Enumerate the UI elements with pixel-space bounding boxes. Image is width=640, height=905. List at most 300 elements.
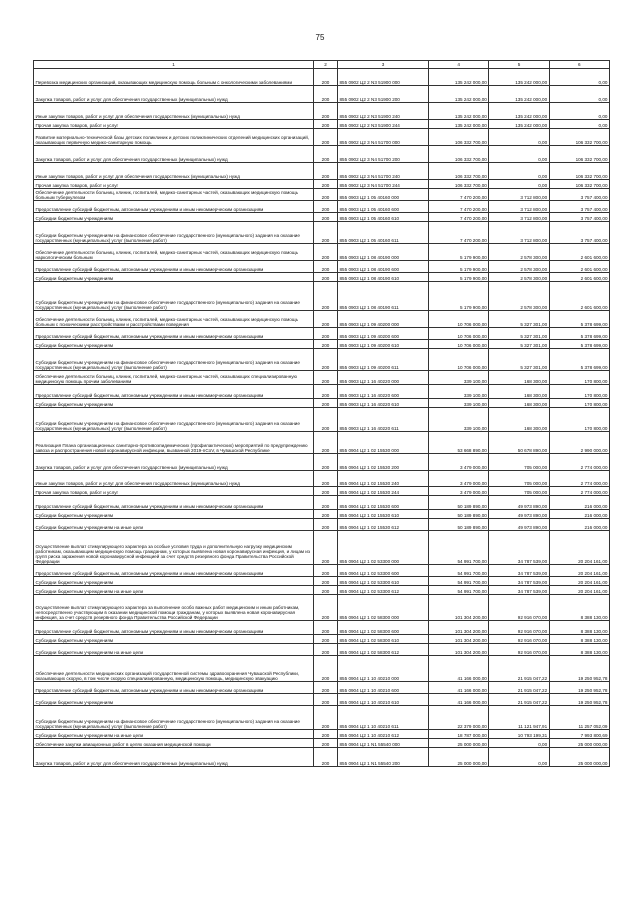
row-amount-total: 54 991 700,00 bbox=[429, 565, 489, 577]
row-amount-total: 339 100,00 bbox=[429, 371, 489, 385]
row-code-gr: 200 bbox=[314, 510, 338, 519]
table-row bbox=[34, 730, 610, 739]
row-amount-third: 2 601 600,00 bbox=[549, 261, 609, 273]
row-amount-second: 2 578 300,00 bbox=[489, 244, 549, 261]
row-amount-third: 20 204 161,00 bbox=[549, 565, 609, 577]
row-code-gr: 200 bbox=[314, 454, 338, 471]
budget-table bbox=[33, 60, 610, 767]
row-amount-third: 216 000,00 bbox=[549, 510, 609, 519]
table-row bbox=[34, 621, 610, 635]
row-amount-total: 3 479 000,00 bbox=[429, 454, 489, 471]
row-name: Субсидии бюджетным учреждениям bbox=[34, 577, 314, 586]
row-code-gr: 200 bbox=[314, 328, 338, 340]
row-budget-code: 855 0904 Ц2 1 02 15530 244 bbox=[338, 487, 429, 496]
row-amount-total: 135 242 000,00 bbox=[429, 103, 489, 120]
row-amount-third: 8 388 130,00 bbox=[549, 621, 609, 635]
row-code-gr: 200 bbox=[314, 399, 338, 408]
table-row bbox=[34, 454, 610, 471]
row-amount-third: 25 000 000,00 bbox=[549, 748, 609, 767]
table-row bbox=[34, 531, 610, 565]
row-amount-third: 19 250 952,78 bbox=[549, 682, 609, 694]
row-amount-second: 5 327 301,00 bbox=[489, 311, 549, 328]
row-amount-total: 5 179 900,00 bbox=[429, 273, 489, 282]
row-amount-third: 2 990 000,00 bbox=[549, 432, 609, 454]
row-name: Предоставление субсидий бюджетным, автономным учреждениям и иным некоммерческим организациям bbox=[34, 496, 314, 510]
row-amount-third: 20 204 161,00 bbox=[549, 531, 609, 565]
row-budget-code: 855 0904 Ц2 1 02 58300 600 bbox=[338, 621, 429, 635]
row-budget-code: 855 0903 Ц2 1 05 40160 611 bbox=[338, 222, 429, 244]
row-budget-code: 855 0902 Ц2 2 N3 51900 200 bbox=[338, 86, 429, 103]
row-name: Субсидии бюджетным учреждениям на финансовое обеспечение государственного (муниципального) задания на оказание государственных (муниципальных) услуг (выполнение работ) bbox=[34, 282, 314, 311]
row-amount-second: 135 242 000,00 bbox=[489, 120, 549, 129]
row-amount-third: 3 757 400,00 bbox=[549, 213, 609, 222]
row-code-gr: 200 bbox=[314, 595, 338, 621]
table-row bbox=[34, 432, 610, 454]
table-row bbox=[34, 656, 610, 682]
row-code-gr: 200 bbox=[314, 261, 338, 273]
row-code-gr: 200 bbox=[314, 432, 338, 454]
row-amount-total: 5 179 900,00 bbox=[429, 261, 489, 273]
row-code-gr: 200 bbox=[314, 213, 338, 222]
row-amount-third: 106 332 700,00 bbox=[549, 129, 609, 146]
row-name: Иные закупки товаров, работ и услуг для обеспечения государственных (муниципальных) нужд bbox=[34, 103, 314, 120]
table-row bbox=[34, 399, 610, 408]
table-row bbox=[34, 103, 610, 120]
row-amount-total: 135 242 000,00 bbox=[429, 69, 489, 86]
row-amount-second: 135 242 000,00 bbox=[489, 103, 549, 120]
table-row bbox=[34, 340, 610, 349]
row-code-gr: 200 bbox=[314, 694, 338, 706]
table-row bbox=[34, 706, 610, 730]
table-row bbox=[34, 565, 610, 577]
row-amount-second: 92 916 070,00 bbox=[489, 595, 549, 621]
row-name: Субсидии бюджетным учреждениям на финансовое обеспечение государственного (муниципального) задания на оказание государственных (муниципальных) услуг (выполнение работ) bbox=[34, 349, 314, 371]
row-budget-code: 855 0903 Ц2 1 09 40200 600 bbox=[338, 328, 429, 340]
row-amount-third: 8 388 130,00 bbox=[549, 595, 609, 621]
table-row bbox=[34, 261, 610, 273]
row-amount-second: 34 787 539,00 bbox=[489, 531, 549, 565]
row-amount-total: 54 991 700,00 bbox=[429, 577, 489, 586]
row-budget-code: 855 0904 Ц2 1 10 40210 600 bbox=[338, 682, 429, 694]
row-amount-total: 5 179 900,00 bbox=[429, 282, 489, 311]
row-code-gr: 200 bbox=[314, 519, 338, 531]
table-row bbox=[34, 244, 610, 261]
row-budget-code: 855 0902 Ц2 3 N4 51700 240 bbox=[338, 163, 429, 180]
row-name: Предоставление субсидий бюджетным, автономным учреждениям и иным некоммерческим организациям bbox=[34, 565, 314, 577]
row-amount-second: 0,00 bbox=[489, 739, 549, 748]
row-amount-third: 2 601 600,00 bbox=[549, 273, 609, 282]
row-amount-total: 50 189 890,00 bbox=[429, 496, 489, 510]
row-amount-second: 135 242 000,00 bbox=[489, 69, 549, 86]
table-row bbox=[34, 146, 610, 163]
row-amount-second: 34 787 539,00 bbox=[489, 586, 549, 595]
row-code-gr: 200 bbox=[314, 577, 338, 586]
row-name: Реализация Плана организационных санитарно-противоэпидемических (профилактических) мероприятий по предупреждению завоза и распространения новой коронавирусной инфекции, вызванной 2019-nCoV, в Чувашской Республике bbox=[34, 432, 314, 454]
row-amount-total: 339 100,00 bbox=[429, 399, 489, 408]
table-row bbox=[34, 69, 610, 86]
row-amount-third: 106 332 700,00 bbox=[549, 146, 609, 163]
row-code-gr: 200 bbox=[314, 565, 338, 577]
row-code-gr: 200 bbox=[314, 748, 338, 767]
row-amount-third: 170 800,00 bbox=[549, 408, 609, 432]
row-amount-second: 34 787 539,00 bbox=[489, 565, 549, 577]
row-amount-second: 168 300,00 bbox=[489, 408, 549, 432]
row-name: Субсидии бюджетным учреждениям на иные цели bbox=[34, 730, 314, 739]
row-name: Субсидии бюджетным учреждениям на финансовое обеспечение государственного (муниципального) задания на оказание государственных (муниципальных) услуг (выполнение работ) bbox=[34, 408, 314, 432]
row-name: Закупка товаров, работ и услуг для обеспечения государственных (муниципальных) нужд bbox=[34, 146, 314, 163]
row-name: Закупка товаров, работ и услуг для обеспечения государственных (муниципальных) нужд bbox=[34, 748, 314, 767]
row-amount-second: 135 242 000,00 bbox=[489, 86, 549, 103]
row-amount-total: 25 000 000,00 bbox=[429, 748, 489, 767]
row-amount-third: 216 000,00 bbox=[549, 496, 609, 510]
row-code-gr: 200 bbox=[314, 471, 338, 487]
row-code-gr: 200 bbox=[314, 531, 338, 565]
row-code-gr: 200 bbox=[314, 222, 338, 244]
row-amount-total: 106 332 700,00 bbox=[429, 129, 489, 146]
row-code-gr: 200 bbox=[314, 103, 338, 120]
table-row bbox=[34, 120, 610, 129]
row-budget-code: 855 0904 Ц2 1 02 53300 610 bbox=[338, 577, 429, 586]
row-amount-second: 34 787 539,00 bbox=[489, 577, 549, 586]
row-amount-second: 0,00 bbox=[489, 180, 549, 189]
table-row bbox=[34, 328, 610, 340]
row-amount-total: 10 706 000,00 bbox=[429, 328, 489, 340]
row-amount-third: 106 332 700,00 bbox=[549, 180, 609, 189]
table-row bbox=[34, 201, 610, 213]
row-name: Перевозка медицинских организаций, оказывающих медицинскую помощь больным с онкологическими заболеваниями bbox=[34, 69, 314, 86]
row-amount-total: 18 787 000,00 bbox=[429, 730, 489, 739]
row-name: Прочая закупка товаров, работ и услуг bbox=[34, 180, 314, 189]
row-name: Субсидии бюджетным учреждениям на иные цели bbox=[34, 519, 314, 531]
row-code-gr: 200 bbox=[314, 244, 338, 261]
row-name: Субсидии бюджетным учреждениям bbox=[34, 635, 314, 644]
row-name: Обеспечение деятельности больниц, клиник, госпиталей, медико-санитарных частей, оказывающих медицинскую помощь больным туберкулезом bbox=[34, 189, 314, 201]
row-amount-total: 101 304 200,00 bbox=[429, 621, 489, 635]
row-amount-third: 19 250 952,78 bbox=[549, 694, 609, 706]
row-amount-second: 3 712 800,00 bbox=[489, 189, 549, 201]
row-amount-third: 170 800,00 bbox=[549, 385, 609, 399]
row-code-gr: 200 bbox=[314, 621, 338, 635]
row-amount-third: 170 800,00 bbox=[549, 399, 609, 408]
row-name: Развитие материально-технической базы детских поликлиник и детских поликлинических отделений медицинских организаций, оказывающих первичную медико-санитарную помощь bbox=[34, 129, 314, 146]
row-code-gr: 200 bbox=[314, 129, 338, 146]
row-amount-second: 0,00 bbox=[489, 129, 549, 146]
row-budget-code: 855 0904 Ц2 1 02 15530 200 bbox=[338, 454, 429, 471]
budget-table-body bbox=[34, 61, 610, 767]
row-name: Прочая закупка товаров, работ и услуг bbox=[34, 120, 314, 129]
row-amount-total: 41 166 000,00 bbox=[429, 694, 489, 706]
col-header-5: 5 bbox=[489, 61, 549, 69]
row-amount-total: 339 100,00 bbox=[429, 408, 489, 432]
row-amount-third: 2 601 600,00 bbox=[549, 282, 609, 311]
row-name: Прочая закупка товаров, работ и услуг bbox=[34, 487, 314, 496]
row-budget-code: 855 0903 Ц2 1 09 40200 610 bbox=[338, 340, 429, 349]
row-amount-second: 21 915 047,22 bbox=[489, 694, 549, 706]
col-header-3: 3 bbox=[338, 61, 429, 69]
row-amount-total: 7 470 200,00 bbox=[429, 189, 489, 201]
row-amount-third: 3 757 400,00 bbox=[549, 189, 609, 201]
table-row bbox=[34, 694, 610, 706]
row-name: Предоставление субсидий бюджетным, автономным учреждениям и иным некоммерческим организациям bbox=[34, 261, 314, 273]
row-code-gr: 200 bbox=[314, 656, 338, 682]
row-code-gr: 200 bbox=[314, 349, 338, 371]
row-amount-second: 92 916 070,00 bbox=[489, 644, 549, 656]
table-row bbox=[34, 577, 610, 586]
row-amount-second: 92 916 070,00 bbox=[489, 635, 549, 644]
row-amount-third: 0,00 bbox=[549, 120, 609, 129]
row-name: Осуществление выплат стимулирующего характера за выполнение особо важных работ медицинским и иным работникам, непосредственно участвующим в оказании медицинской помощи гражданам, у которых выявлена новая коронавирусная инфекция, за счет средств резервного фонда Правительства Российской Федерации bbox=[34, 595, 314, 621]
row-budget-code: 855 0903 Ц2 1 16 40220 610 bbox=[338, 399, 429, 408]
row-amount-third: 20 204 161,00 bbox=[549, 577, 609, 586]
row-code-gr: 200 bbox=[314, 408, 338, 432]
row-amount-second: 10 793 199,31 bbox=[489, 730, 549, 739]
row-amount-total: 135 242 000,00 bbox=[429, 86, 489, 103]
row-amount-total: 10 706 000,00 bbox=[429, 311, 489, 328]
table-row bbox=[34, 282, 610, 311]
row-code-gr: 200 bbox=[314, 163, 338, 180]
row-budget-code: 855 0903 Ц2 1 08 40190 000 bbox=[338, 244, 429, 261]
row-amount-total: 101 304 200,00 bbox=[429, 644, 489, 656]
row-amount-third: 7 993 800,69 bbox=[549, 730, 609, 739]
row-amount-second: 3 712 800,00 bbox=[489, 201, 549, 213]
row-amount-total: 101 304 200,00 bbox=[429, 595, 489, 621]
row-code-gr: 200 bbox=[314, 487, 338, 496]
row-name: Предоставление субсидий бюджетным, автономным учреждениям и иным некоммерческим организациям bbox=[34, 328, 314, 340]
row-amount-second: 705 000,00 bbox=[489, 487, 549, 496]
row-amount-third: 5 378 699,00 bbox=[549, 328, 609, 340]
row-amount-third: 216 000,00 bbox=[549, 519, 609, 531]
row-code-gr: 200 bbox=[314, 635, 338, 644]
row-code-gr: 200 bbox=[314, 120, 338, 129]
row-code-gr: 200 bbox=[314, 682, 338, 694]
row-code-gr: 200 bbox=[314, 730, 338, 739]
row-amount-total: 7 470 200,00 bbox=[429, 201, 489, 213]
row-budget-code: 855 0904 Ц2 1 02 58300 000 bbox=[338, 595, 429, 621]
row-amount-second: 168 300,00 bbox=[489, 371, 549, 385]
row-amount-second: 49 973 890,00 bbox=[489, 510, 549, 519]
table-row bbox=[34, 644, 610, 656]
row-amount-total: 50 189 890,00 bbox=[429, 519, 489, 531]
table-row bbox=[34, 163, 610, 180]
row-code-gr: 200 bbox=[314, 201, 338, 213]
row-amount-total: 7 470 200,00 bbox=[429, 222, 489, 244]
row-code-gr: 200 bbox=[314, 371, 338, 385]
row-name: Предоставление субсидий бюджетным, автономным учреждениям и иным некоммерческим организациям bbox=[34, 201, 314, 213]
row-name: Субсидии бюджетным учреждениям bbox=[34, 399, 314, 408]
row-amount-second: 705 000,00 bbox=[489, 454, 549, 471]
row-budget-code: 855 0903 Ц2 1 05 40160 610 bbox=[338, 213, 429, 222]
table-row bbox=[34, 739, 610, 748]
row-amount-third: 8 388 130,00 bbox=[549, 644, 609, 656]
row-budget-code: 855 0904 Ц2 1 02 58300 612 bbox=[338, 644, 429, 656]
row-name: Субсидии бюджетным учреждениям bbox=[34, 694, 314, 706]
row-budget-code: 855 0904 Ц2 1 10 40210 610 bbox=[338, 694, 429, 706]
row-amount-second: 5 327 301,00 bbox=[489, 349, 549, 371]
row-amount-total: 10 706 000,00 bbox=[429, 340, 489, 349]
row-amount-third: 0,00 bbox=[549, 103, 609, 120]
row-code-gr: 200 bbox=[314, 86, 338, 103]
row-amount-third: 20 204 161,00 bbox=[549, 586, 609, 595]
row-amount-total: 54 991 700,00 bbox=[429, 531, 489, 565]
table-row bbox=[34, 595, 610, 621]
row-amount-third: 2 774 000,00 bbox=[549, 454, 609, 471]
row-budget-code: 855 0904 Ц2 1 02 53300 612 bbox=[338, 586, 429, 595]
row-budget-code: 855 0903 Ц2 1 08 40190 611 bbox=[338, 282, 429, 311]
row-budget-code: 855 0902 Ц2 2 N3 51900 244 bbox=[338, 120, 429, 129]
row-amount-total: 3 479 000,00 bbox=[429, 471, 489, 487]
row-amount-third: 2 774 000,00 bbox=[549, 487, 609, 496]
row-amount-third: 3 757 400,00 bbox=[549, 201, 609, 213]
row-amount-total: 106 332 700,00 bbox=[429, 180, 489, 189]
row-budget-code: 855 0902 Ц2 2 N3 51900 240 bbox=[338, 103, 429, 120]
table-row bbox=[34, 222, 610, 244]
row-amount-total: 101 304 200,00 bbox=[429, 635, 489, 644]
row-amount-second: 0,00 bbox=[489, 748, 549, 767]
row-code-gr: 200 bbox=[314, 706, 338, 730]
col-header-2: 2 bbox=[314, 61, 338, 69]
row-code-gr: 200 bbox=[314, 644, 338, 656]
row-budget-code: 855 0903 Ц2 1 05 40160 600 bbox=[338, 201, 429, 213]
row-budget-code: 855 0902 Ц2 3 N4 51700 200 bbox=[338, 146, 429, 163]
row-amount-third: 170 800,00 bbox=[549, 371, 609, 385]
row-amount-total: 10 706 000,00 bbox=[429, 349, 489, 371]
row-code-gr: 200 bbox=[314, 180, 338, 189]
row-name: Субсидии бюджетным учреждениям bbox=[34, 340, 314, 349]
row-name: Обеспечение закупки авиационных работ в целях оказания медицинской помощи bbox=[34, 739, 314, 748]
row-amount-third: 11 257 052,09 bbox=[549, 706, 609, 730]
row-code-gr: 200 bbox=[314, 340, 338, 349]
table-row bbox=[34, 510, 610, 519]
table-row bbox=[34, 349, 610, 371]
table-row bbox=[34, 496, 610, 510]
row-budget-code: 855 0904 Ц2 1 02 53300 000 bbox=[338, 531, 429, 565]
row-name: Субсидии бюджетным учреждениям на иные цели bbox=[34, 586, 314, 595]
table-row bbox=[34, 273, 610, 282]
row-code-gr: 200 bbox=[314, 311, 338, 328]
row-name: Обеспечение деятельности больниц, клиник, госпиталей, медико-санитарных частей, оказывающих специализированную медицинскую помощь прочим заболеваниям bbox=[34, 371, 314, 385]
row-budget-code: 855 0904 Ц2 1 10 40210 000 bbox=[338, 656, 429, 682]
row-budget-code: 855 0904 Ц2 1 02 15530 610 bbox=[338, 510, 429, 519]
table-row bbox=[34, 189, 610, 201]
row-amount-third: 19 250 952,78 bbox=[549, 656, 609, 682]
row-amount-third: 0,00 bbox=[549, 86, 609, 103]
row-budget-code: 855 0904 Ц2 1 02 15530 000 bbox=[338, 432, 429, 454]
row-amount-third: 5 378 699,00 bbox=[549, 340, 609, 349]
row-code-gr: 200 bbox=[314, 739, 338, 748]
row-budget-code: 855 0904 Ц2 1 10 40210 612 bbox=[338, 730, 429, 739]
row-budget-code: 855 0904 Ц2 1 02 15530 240 bbox=[338, 471, 429, 487]
row-amount-third: 5 378 699,00 bbox=[549, 311, 609, 328]
row-amount-total: 5 179 900,00 bbox=[429, 244, 489, 261]
row-amount-third: 25 000 000,00 bbox=[549, 739, 609, 748]
row-amount-total: 41 166 000,00 bbox=[429, 656, 489, 682]
row-amount-third: 5 378 699,00 bbox=[549, 349, 609, 371]
row-code-gr: 200 bbox=[314, 282, 338, 311]
row-budget-code: 855 0902 Ц2 3 N4 51700 244 bbox=[338, 180, 429, 189]
row-name: Субсидии бюджетным учреждениям на финансовое обеспечение государственного (муниципального) задания на оказание государственных (муниципальных) услуг (выполнение работ) bbox=[34, 222, 314, 244]
column-number-row bbox=[34, 61, 610, 69]
table-row bbox=[34, 487, 610, 496]
table-row bbox=[34, 682, 610, 694]
row-code-gr: 200 bbox=[314, 586, 338, 595]
row-amount-total: 41 166 000,00 bbox=[429, 682, 489, 694]
row-amount-second: 21 915 047,22 bbox=[489, 682, 549, 694]
row-amount-total: 106 332 700,00 bbox=[429, 163, 489, 180]
table-row bbox=[34, 519, 610, 531]
row-budget-code: 855 0904 Ц2 1 N1 55540 200 bbox=[338, 748, 429, 767]
row-amount-second: 11 121 947,91 bbox=[489, 706, 549, 730]
row-amount-total: 53 668 890,00 bbox=[429, 432, 489, 454]
row-amount-total: 50 189 890,00 bbox=[429, 510, 489, 519]
col-header-6: 6 bbox=[549, 61, 609, 69]
row-name: Субсидии бюджетным учреждениям bbox=[34, 273, 314, 282]
row-name: Закупка товаров, работ и услуг для обеспечения государственных (муниципальных) нужд bbox=[34, 454, 314, 471]
row-budget-code: 855 0903 Ц2 1 09 40200 000 bbox=[338, 311, 429, 328]
row-amount-total: 25 000 000,00 bbox=[429, 739, 489, 748]
table-row bbox=[34, 635, 610, 644]
row-amount-second: 3 712 800,00 bbox=[489, 213, 549, 222]
row-amount-second: 0,00 bbox=[489, 163, 549, 180]
row-amount-third: 106 332 700,00 bbox=[549, 163, 609, 180]
row-code-gr: 200 bbox=[314, 385, 338, 399]
row-budget-code: 855 0903 Ц2 1 16 40220 611 bbox=[338, 408, 429, 432]
row-budget-code: 855 0904 Ц2 1 02 15530 612 bbox=[338, 519, 429, 531]
row-amount-third: 2 601 600,00 bbox=[549, 244, 609, 261]
row-amount-second: 49 973 890,00 bbox=[489, 496, 549, 510]
row-code-gr: 200 bbox=[314, 496, 338, 510]
table-row bbox=[34, 385, 610, 399]
row-amount-third: 3 757 400,00 bbox=[549, 222, 609, 244]
row-code-gr: 200 bbox=[314, 69, 338, 86]
row-name: Обеспечение деятельности больниц, клиник, госпиталей, медико-санитарных частей, оказывающих медицинскую помощь больным с психическими расстройствами и расстройствами поведения bbox=[34, 311, 314, 328]
row-amount-third: 0,00 bbox=[549, 69, 609, 86]
row-budget-code: 855 0903 Ц2 1 16 40220 000 bbox=[338, 371, 429, 385]
row-amount-second: 49 973 890,00 bbox=[489, 519, 549, 531]
row-budget-code: 855 0903 Ц2 1 16 40220 600 bbox=[338, 385, 429, 399]
row-amount-second: 50 678 890,00 bbox=[489, 432, 549, 454]
row-amount-total: 339 100,00 bbox=[429, 385, 489, 399]
row-name: Субсидии бюджетным учреждениям на финансовое обеспечение государственного (муниципального) задания на оказание государственных (муниципальных) услуг (выполнение работ) bbox=[34, 706, 314, 730]
row-budget-code: 855 0904 Ц2 1 02 53300 600 bbox=[338, 565, 429, 577]
row-name: Предоставление субсидий бюджетным, автономным учреждениям и иным некоммерческим организациям bbox=[34, 682, 314, 694]
row-name: Обеспечение деятельности медицинских организаций государственной системы здравоохранения Чувашской Республики, оказывающих скорую, в том числе скорую специализированную, медицинскую помощь, медицинскую эвакуацию bbox=[34, 656, 314, 682]
row-budget-code: 855 0904 Ц2 1 02 15530 600 bbox=[338, 496, 429, 510]
table-row bbox=[34, 180, 610, 189]
row-amount-second: 2 578 300,00 bbox=[489, 273, 549, 282]
row-amount-second: 0,00 bbox=[489, 146, 549, 163]
row-name: Осуществление выплат стимулирующего характера за особые условия труда и дополнительную нагрузку медицинским работникам, оказывающим медицинскую помощь гражданам, у которых выявлена новая коронавирусная инфекция, и лицам из групп риска заражения новой коронавирусной инфекцией за счет средств резервного фонда Правительства Российской Федерации bbox=[34, 531, 314, 565]
table-row bbox=[34, 371, 610, 385]
row-name: Субсидии бюджетным учреждениям bbox=[34, 213, 314, 222]
row-name: Субсидии бюджетным учреждениям на иные цели bbox=[34, 644, 314, 656]
row-name: Субсидии бюджетным учреждениям bbox=[34, 510, 314, 519]
row-budget-code: 855 0903 Ц2 1 05 40160 000 bbox=[338, 189, 429, 201]
table-row bbox=[34, 471, 610, 487]
row-budget-code: 855 0903 Ц2 1 08 40190 610 bbox=[338, 273, 429, 282]
row-amount-total: 54 991 700,00 bbox=[429, 586, 489, 595]
row-code-gr: 200 bbox=[314, 273, 338, 282]
row-name: Предоставление субсидий бюджетным, автономным учреждениям и иным некоммерческим организациям bbox=[34, 385, 314, 399]
row-amount-second: 92 916 070,00 bbox=[489, 621, 549, 635]
row-budget-code: 855 0904 Ц2 1 10 40210 611 bbox=[338, 706, 429, 730]
row-code-gr: 200 bbox=[314, 146, 338, 163]
row-amount-second: 705 000,00 bbox=[489, 471, 549, 487]
row-amount-second: 5 327 301,00 bbox=[489, 340, 549, 349]
row-amount-third: 2 774 000,00 bbox=[549, 471, 609, 487]
table-row bbox=[34, 586, 610, 595]
table-row bbox=[34, 408, 610, 432]
row-amount-total: 7 470 200,00 bbox=[429, 213, 489, 222]
